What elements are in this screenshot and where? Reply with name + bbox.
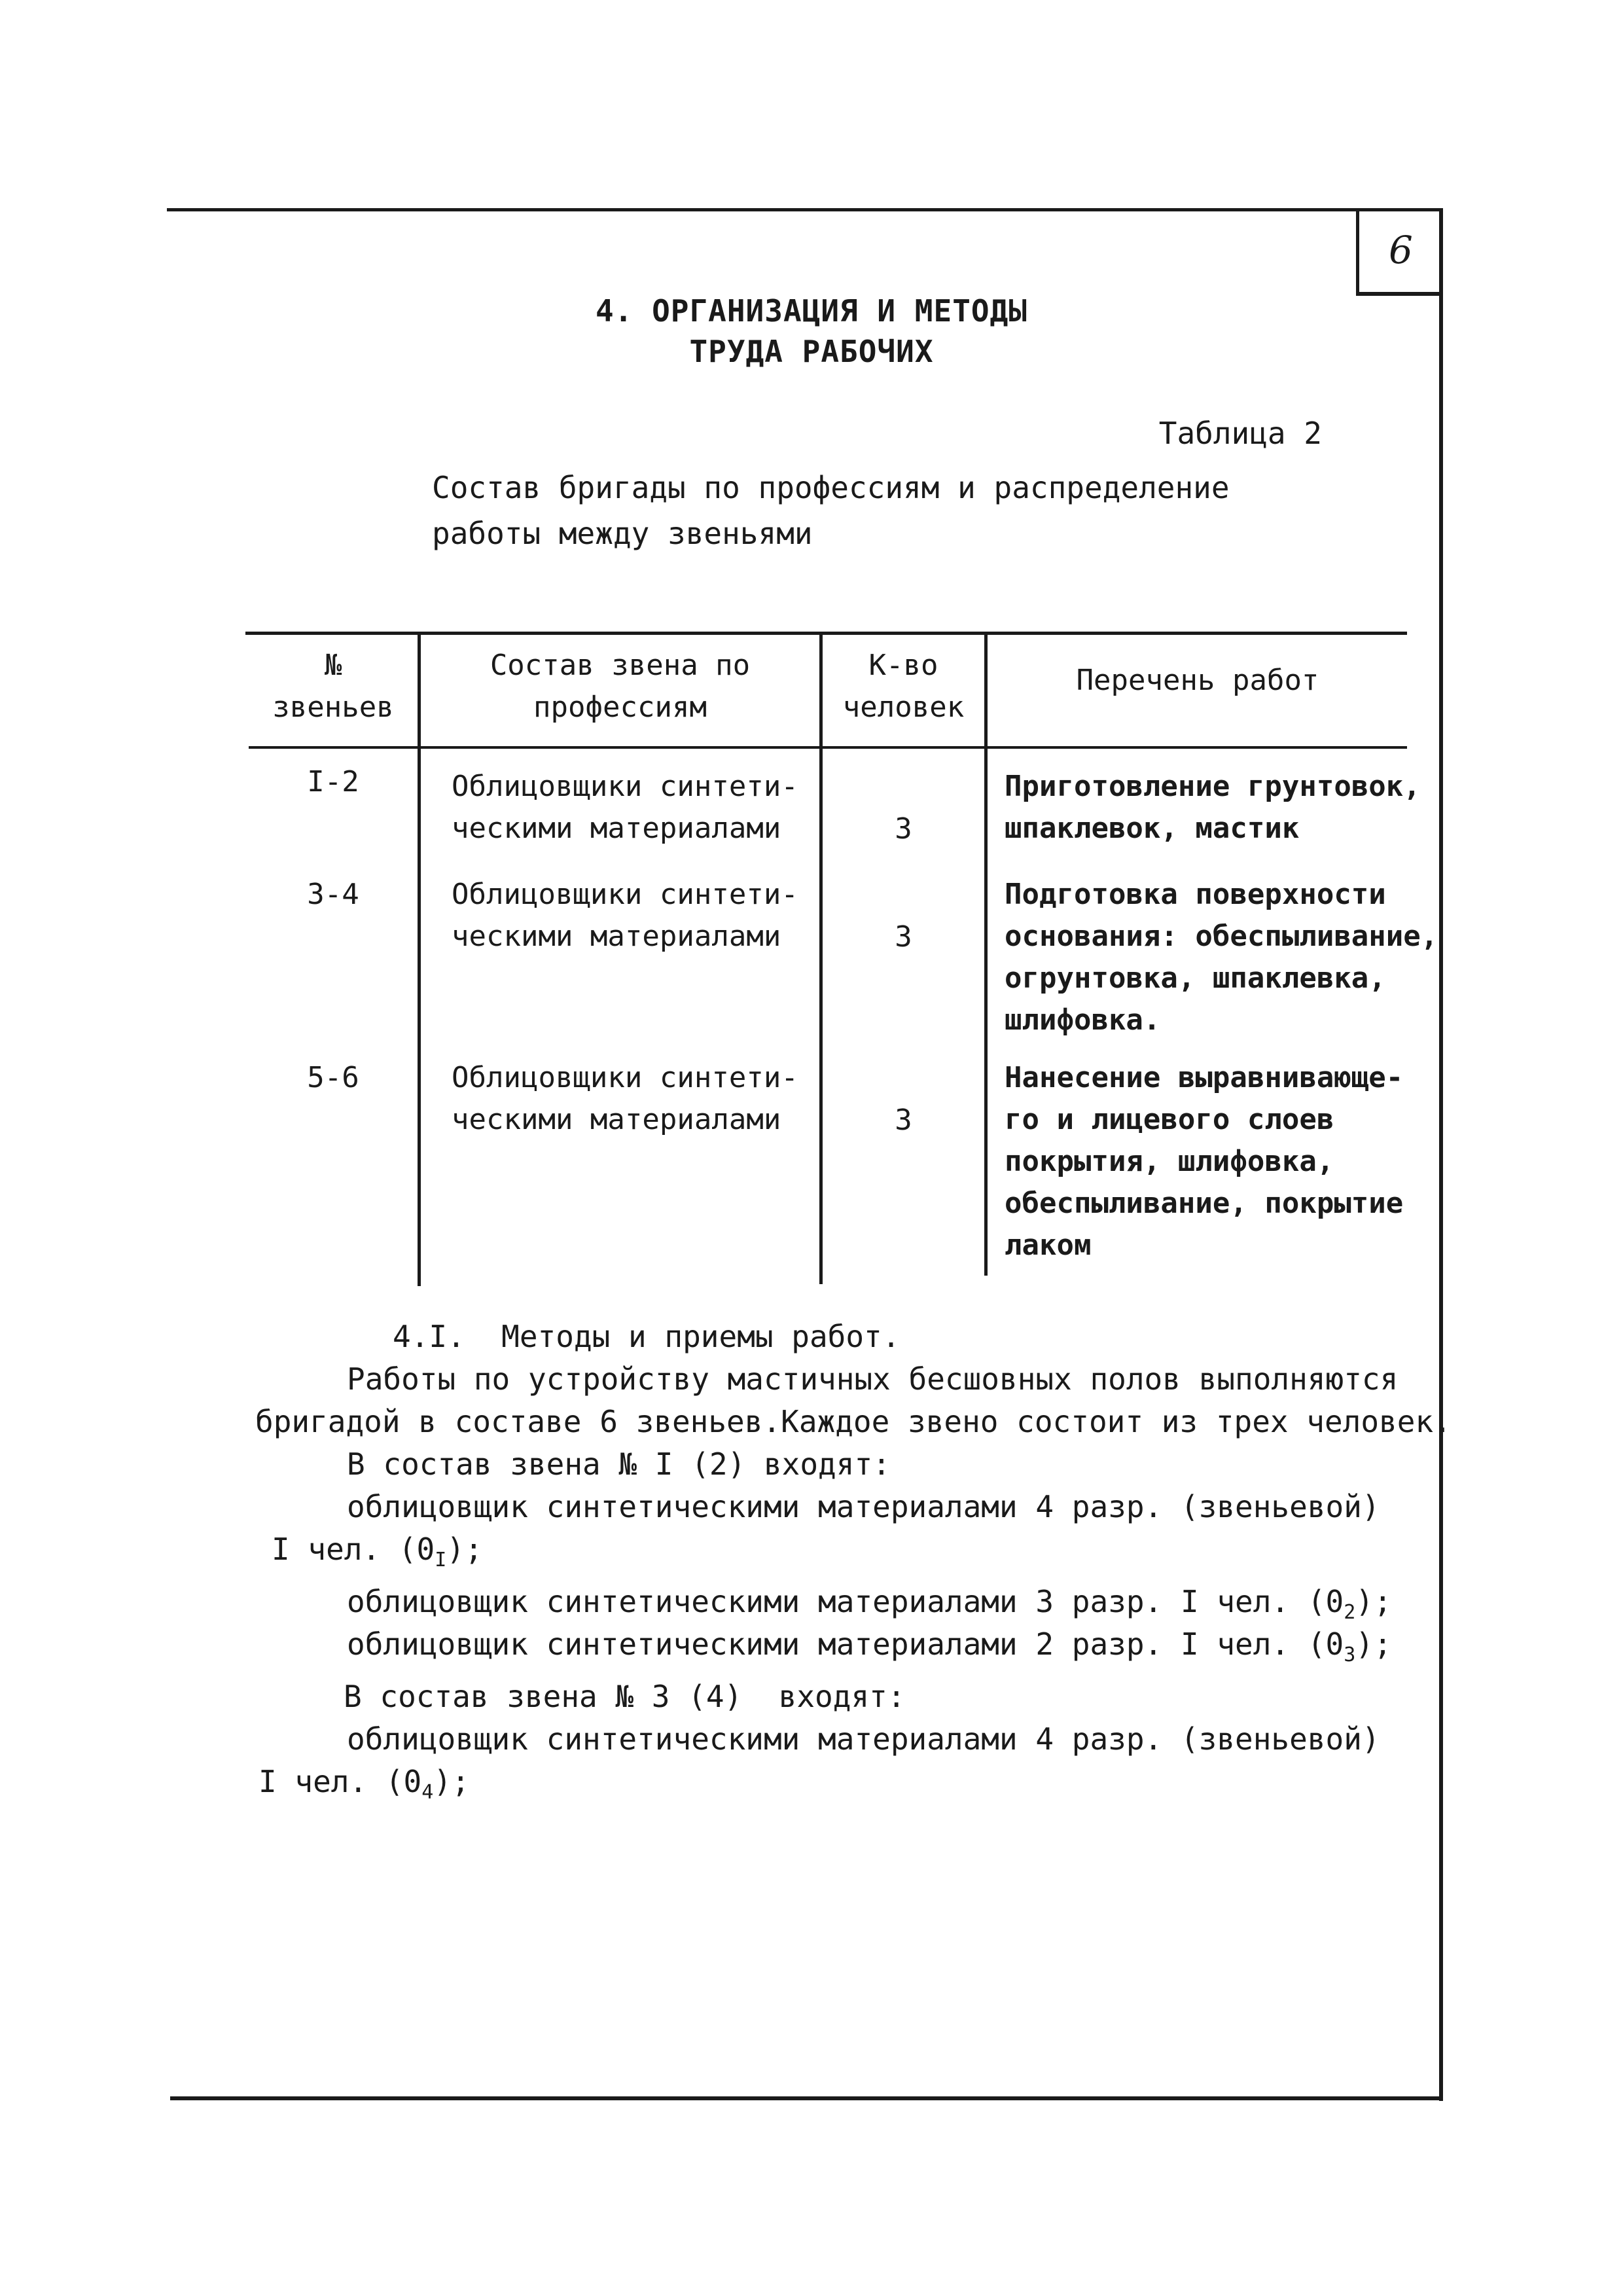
row-composition: Облицовщики синтети- ческими материалами bbox=[452, 1061, 798, 1136]
paragraph-line: облицовщик синтетическими материалами 4 разр. (звеньевой) bbox=[347, 1489, 1380, 1524]
line-text: облицовщик синтетическими материалами 3 разр. I чел. (0 bbox=[347, 1584, 1344, 1619]
line-text: ); bbox=[433, 1764, 470, 1799]
line-text: ); bbox=[446, 1532, 483, 1567]
line-text: ); bbox=[1355, 1626, 1392, 1662]
paragraph-line bbox=[347, 1584, 1392, 1624]
row-work-list: Подготовка поверхности основания: обеспыливание, огрунтовка, шпаклевка, шлифовка. bbox=[1005, 878, 1438, 1037]
row-composition: Облицовщики синтети- ческими материалами bbox=[452, 878, 798, 953]
row-link-number: I-2 bbox=[307, 765, 359, 798]
header-composition: Состав звена по профессиям bbox=[490, 649, 751, 724]
subscript: 2 bbox=[1344, 1601, 1356, 1624]
row-people-count: 3 bbox=[895, 812, 912, 846]
frame-right-rule bbox=[1439, 208, 1443, 2101]
header-link-number: № звеньев bbox=[272, 649, 394, 724]
table-label: Таблица 2 bbox=[1158, 416, 1322, 451]
row-people-count: 3 bbox=[895, 920, 912, 954]
paragraph-line bbox=[272, 1532, 483, 1572]
page-number: 6 bbox=[1356, 208, 1442, 296]
paragraph-line: В состав звена № I (2) входят: bbox=[347, 1446, 891, 1482]
table-column-divider bbox=[984, 633, 988, 1276]
table-column-divider bbox=[819, 633, 823, 1284]
frame-bottom-rule bbox=[170, 2096, 1443, 2100]
row-work-list: Нанесение выравнивающе- го и лицевого слоев покрытия, шлифовка, обеспыливание, покрытие лаком bbox=[1005, 1061, 1404, 1262]
line-text: I чел. (0 bbox=[259, 1764, 422, 1799]
header-work-list: Перечень работ bbox=[1076, 664, 1319, 697]
row-link-number: 3-4 bbox=[307, 878, 359, 911]
row-people-count: 3 bbox=[895, 1103, 912, 1137]
paragraph-line: В состав звена № 3 (4) входят: bbox=[344, 1679, 906, 1714]
table-header-rule bbox=[249, 746, 1407, 749]
table-column-divider bbox=[418, 633, 421, 1286]
subscript: 3 bbox=[1344, 1643, 1356, 1667]
frame-top-rule bbox=[167, 208, 1443, 211]
paragraph-line: Работы по устройству мастичных бесшовных полов выполняются bbox=[347, 1361, 1399, 1397]
paragraph-line: бригадой в составе 6 звеньев.Каждое звено состоит из трех человек. bbox=[255, 1404, 1452, 1439]
paragraph-line bbox=[259, 1764, 470, 1804]
header-people-count: К-во человек bbox=[842, 649, 965, 724]
paragraph-line bbox=[347, 1626, 1392, 1667]
paragraph-line: облицовщик синтетическими материалами 4 разр. (звеньевой) bbox=[347, 1721, 1380, 1757]
line-text: ); bbox=[1355, 1584, 1392, 1619]
row-link-number: 5-6 bbox=[307, 1061, 359, 1094]
table-caption-line1: Состав бригады по профессиям и распределение bbox=[432, 470, 1230, 505]
section-title-line1: 4. ОРГАНИЗАЦИЯ И МЕТОДЫ bbox=[596, 293, 1027, 329]
table-caption-line2: работы между звеньями bbox=[432, 516, 813, 551]
section-title-line2: ТРУДА РАБОЧИХ bbox=[689, 334, 934, 369]
subsection-heading: 4.I. Методы и приемы работ. bbox=[393, 1319, 901, 1354]
line-text: облицовщик синтетическими материалами 2 разр. I чел. (0 bbox=[347, 1626, 1344, 1662]
subscript: I bbox=[435, 1549, 447, 1572]
line-text: I чел. (0 bbox=[272, 1532, 435, 1567]
row-composition: Облицовщики синтети- ческими материалами bbox=[452, 770, 798, 845]
subscript: 4 bbox=[421, 1781, 434, 1804]
row-work-list: Приготовление грунтовок, шпаклевок, мастик bbox=[1005, 770, 1421, 845]
